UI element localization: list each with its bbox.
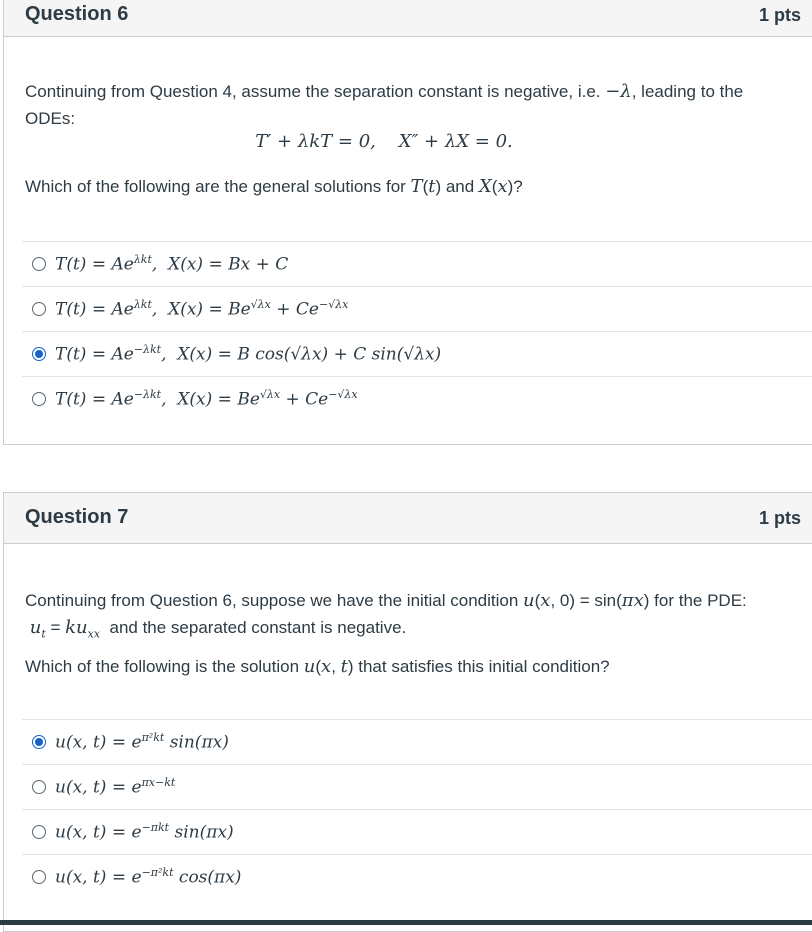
answer-label: $T(t) = Ae^{-\lambda kt}$, X(x) = B cos(√λx) + C sin(√λx) [55, 343, 442, 365]
answer-label: u(x, $t) = e^{\pi^2kt}$ sin(πx) [55, 731, 229, 753]
answer-option[interactable] [22, 376, 812, 421]
answer-option[interactable] [22, 241, 812, 286]
answer-option[interactable] [22, 331, 812, 376]
answer-list [22, 241, 812, 421]
answer-option[interactable] [22, 854, 812, 899]
page-bottom-border [0, 920, 812, 925]
question-text-line: Continuing from Question 4, assume the separation constant is negative, i.e. −λ, leading to the [25, 81, 744, 102]
answer-label: u(x, $t) = e^{\pi x-kt}$ [55, 776, 176, 798]
question-points: 1 pts [759, 5, 802, 25]
radio-button[interactable] [32, 392, 46, 406]
radio-button-selected[interactable] [32, 347, 46, 361]
radio-button[interactable] [32, 870, 46, 884]
answer-label: u(x, $t) = e^{-\pi kt}$ sin(πx) [55, 821, 234, 843]
answer-list [22, 719, 812, 899]
radio-button[interactable] [32, 780, 46, 794]
question-6-header [4, 0, 812, 37]
radio-button[interactable] [32, 302, 46, 316]
question-text [25, 587, 785, 648]
question-prompt: Which of the following is the solution u(x, t) that satisfies this initial condition? [25, 656, 610, 677]
question-text-line: Continuing from Question 6, suppose we have the initial condition u(x, 0) = sin(πx) for the PDE: [25, 590, 747, 611]
answer-label: u(x, $t) = e^{-\pi^2kt}$ cos(πx) [55, 866, 242, 888]
display-equation: T′ + λkT = 0, X″ + λX = 0. [255, 131, 513, 152]
answer-option[interactable] [22, 286, 812, 331]
question-6-card [3, 0, 812, 445]
question-title: Question 7 [25, 506, 129, 528]
question-7-card [3, 492, 812, 932]
answer-option[interactable] [22, 809, 812, 854]
answer-label: $T(t) = Ae^{\lambda kt}$, $X(x) = Be^{√\lambda x} + Ce^{-√\lambda x}$ [55, 298, 349, 320]
question-7-header [4, 493, 812, 544]
question-prompt: Which of the following are the general solutions for T(t) and X(x)? [25, 176, 523, 197]
question-text [25, 78, 785, 132]
question-text-line: $u_t = ku_{xx}$ and the separated constant is negative. [29, 617, 407, 641]
question-title: Question 6 [25, 3, 129, 25]
answer-option[interactable] [22, 719, 812, 764]
radio-button-selected[interactable] [32, 735, 46, 749]
answer-label: $T(t) = Ae^{-\lambda kt}$, $X(x) = Be^{√\lambda x} + Ce^{-√\lambda x}$ [55, 388, 358, 410]
answer-option[interactable] [22, 764, 812, 809]
question-points: 1 pts [759, 508, 802, 528]
answer-label: $T(t) = Ae^{\lambda kt}$, X(x) = Bx + C [55, 253, 289, 275]
question-text-line: ODEs: [25, 109, 76, 128]
radio-button[interactable] [32, 825, 46, 839]
radio-button[interactable] [32, 257, 46, 271]
